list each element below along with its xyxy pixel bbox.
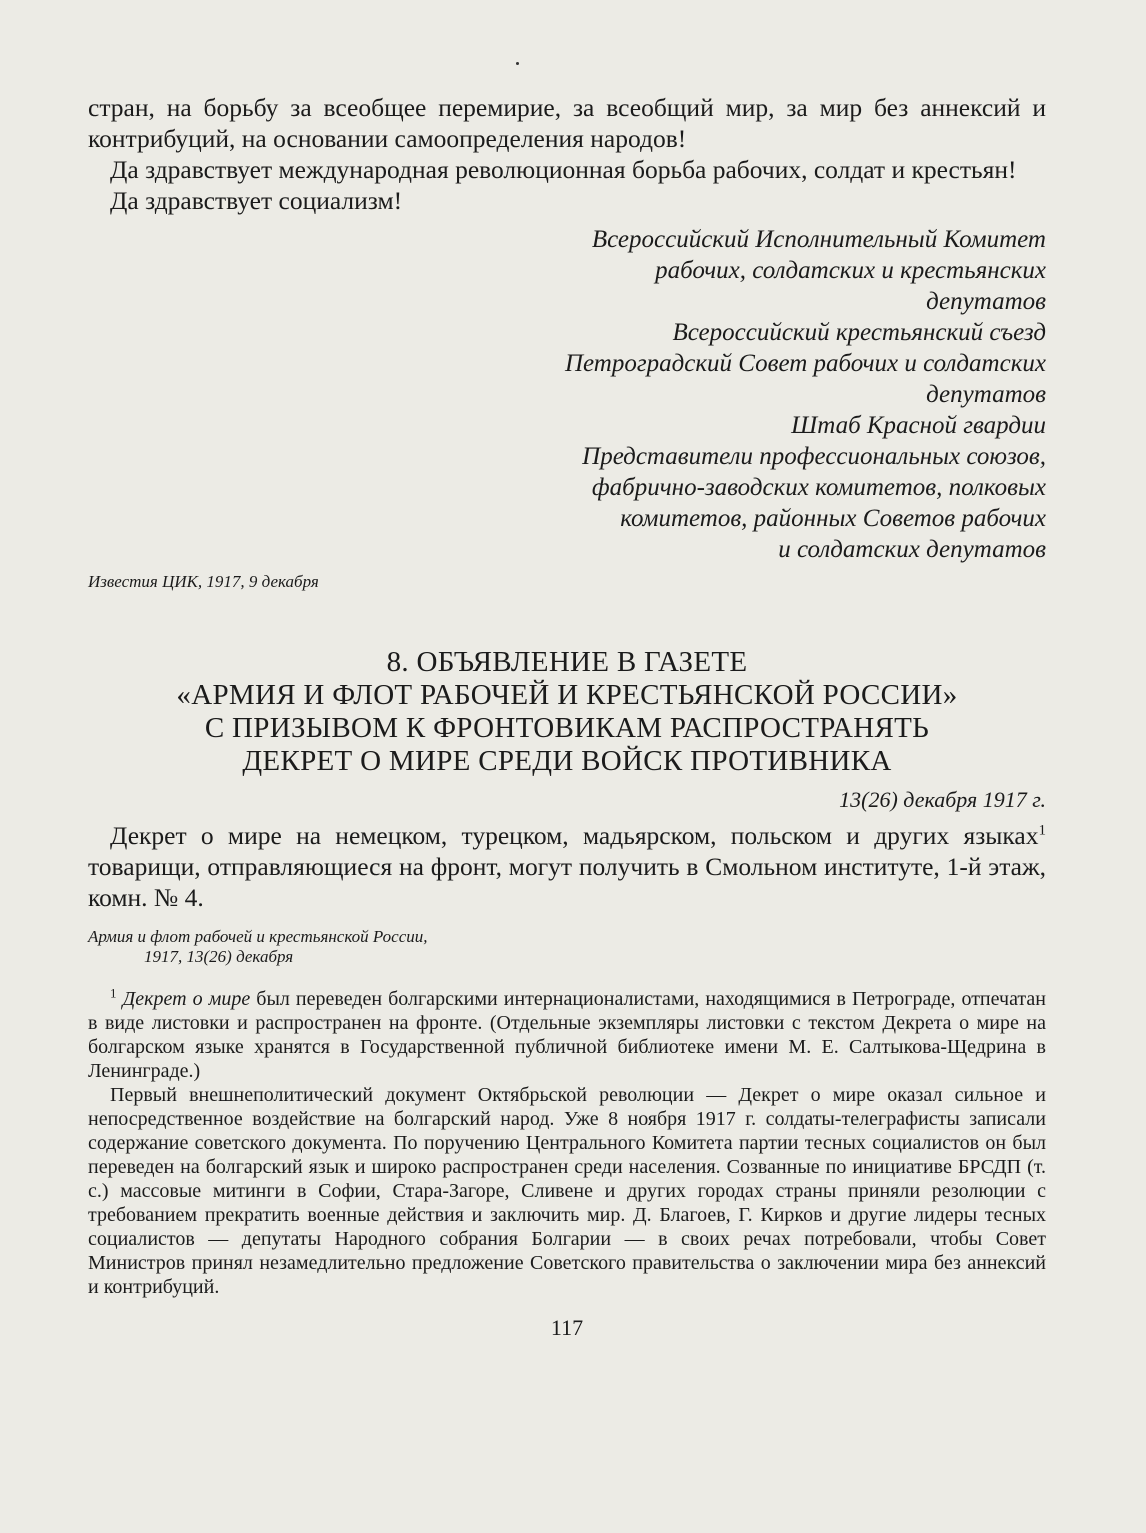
heading-line: «АРМИЯ И ФЛОТ РАБОЧЕЙ И КРЕСТЬЯНСКОЙ РОССИИ» — [176, 679, 958, 711]
intro-paragraph-3: Да здравствует социализм! — [110, 186, 403, 215]
signatures-block — [88, 224, 1046, 565]
announcement-text-1: Декрет о мире на немецком, турецком, мадьярском, польском и других языках — [110, 821, 1039, 850]
intro-paragraph-1: стран, на борьбу за всеобщее перемирие, за всеобщий мир, за мир без аннексий и контрибуций, на основании самоопределения народов! — [88, 93, 1046, 153]
footnote-marker: 1 — [1038, 822, 1046, 839]
intro-paragraph-2: Да здравствует международная революционная борьба рабочих, солдат и крестьян! — [110, 155, 1017, 184]
signature-line: Всероссийский крестьянский съезд — [672, 319, 1046, 346]
source-line-2: 1917, 13(26) декабря — [144, 947, 294, 966]
footnote-emphasis: Декрет о мире — [122, 988, 251, 1010]
section-heading — [88, 646, 1046, 778]
signature-line: и солдатских депутатов — [778, 536, 1046, 563]
signature-line: депутатов — [926, 381, 1046, 408]
heading-line: 8. ОБЪЯВЛЕНИЕ В ГАЗЕТЕ — [386, 646, 748, 678]
announcement-text-2: товарищи, отправляющиеся на фронт, могут получить в Смольном институте, 1-й этаж, комн. № 4. — [88, 852, 1046, 912]
heading-line: С ПРИЗЫВОМ К ФРОНТОВИКАМ РАСПРОСТРАНЯТЬ — [204, 712, 930, 744]
footnote-number: 1 — [110, 985, 117, 1001]
signature-line: Штаб Красной гвардии — [791, 412, 1046, 439]
source-line-1: Армия и флот рабочей и крестьянской России, — [88, 927, 428, 946]
footnote-paragraph-1 — [88, 987, 1046, 1083]
signature-line: комитетов, районных Советов рабочих — [620, 505, 1046, 532]
footnote-paragraph-2: Первый внешнеполитический документ Октябрьской революции — Декрет о мире оказал сильное и непосредственное воздействие на болгарский народ. Уже 8 ноября 1917 г. солдаты-телеграфисты записали содержание советского документа. По поручению Центрального Комитета партии тесных социалистов он был переведен на болгарский язык и широко распространен среди населения. Созванные по инициативе БРСДП (т. с.) массовые митинги в Софии, Стара-Загоре, Сливене и других городах страны приняли резолюции с требованием прекратить военные действия и заключить мир. Д. Благоев, Г. Кирков и другие лидеры тесных социалистов — депутаты Народного собрания Болгарии — в своих речах потребовали, чтобы Совет Министров принял незамедлительно предложение Советского правительства о заключении мира без аннексий и контрибуций. — [88, 1084, 1046, 1298]
print-speck — [516, 62, 519, 65]
document-page — [88, 92, 1046, 1512]
signature-line: рабочих, солдатских и крестьянских — [655, 257, 1046, 284]
page-number: 117 — [550, 1315, 584, 1340]
footnote-text: был переведен болгарскими интернационалистами, находящимися в Петрограде, отпечатан в виде листовки и распространен на фронте. (Отдельные экземпляры листовки с текстом Декрета о мире на болгарском языке хранятся в Государственной публичной библиотеке имени М. Е. Салтыкова-Щедрина в Ленинграде.) — [88, 988, 1046, 1082]
heading-line: ДЕКРЕТ О МИРЕ СРЕДИ ВОЙСК ПРОТИВНИКА — [242, 745, 892, 777]
source-citation-izvestia: Известия ЦИК, 1917, 9 декабря — [88, 572, 319, 591]
signature-line: Петроградский Совет рабочих и солдатских — [564, 350, 1046, 377]
source-citation-army-fleet — [88, 927, 1046, 967]
footnotes — [88, 987, 1046, 1299]
signature-line: Представители профессиональных союзов, — [582, 443, 1046, 470]
signature-line: фабрично-заводских комитетов, полковых — [591, 474, 1046, 501]
signature-line: Всероссийский Исполнительный Комитет — [591, 226, 1046, 253]
signature-line: депутатов — [926, 288, 1046, 315]
announcement-paragraph — [88, 820, 1046, 913]
document-date: 13(26) декабря 1917 г. — [839, 787, 1046, 812]
